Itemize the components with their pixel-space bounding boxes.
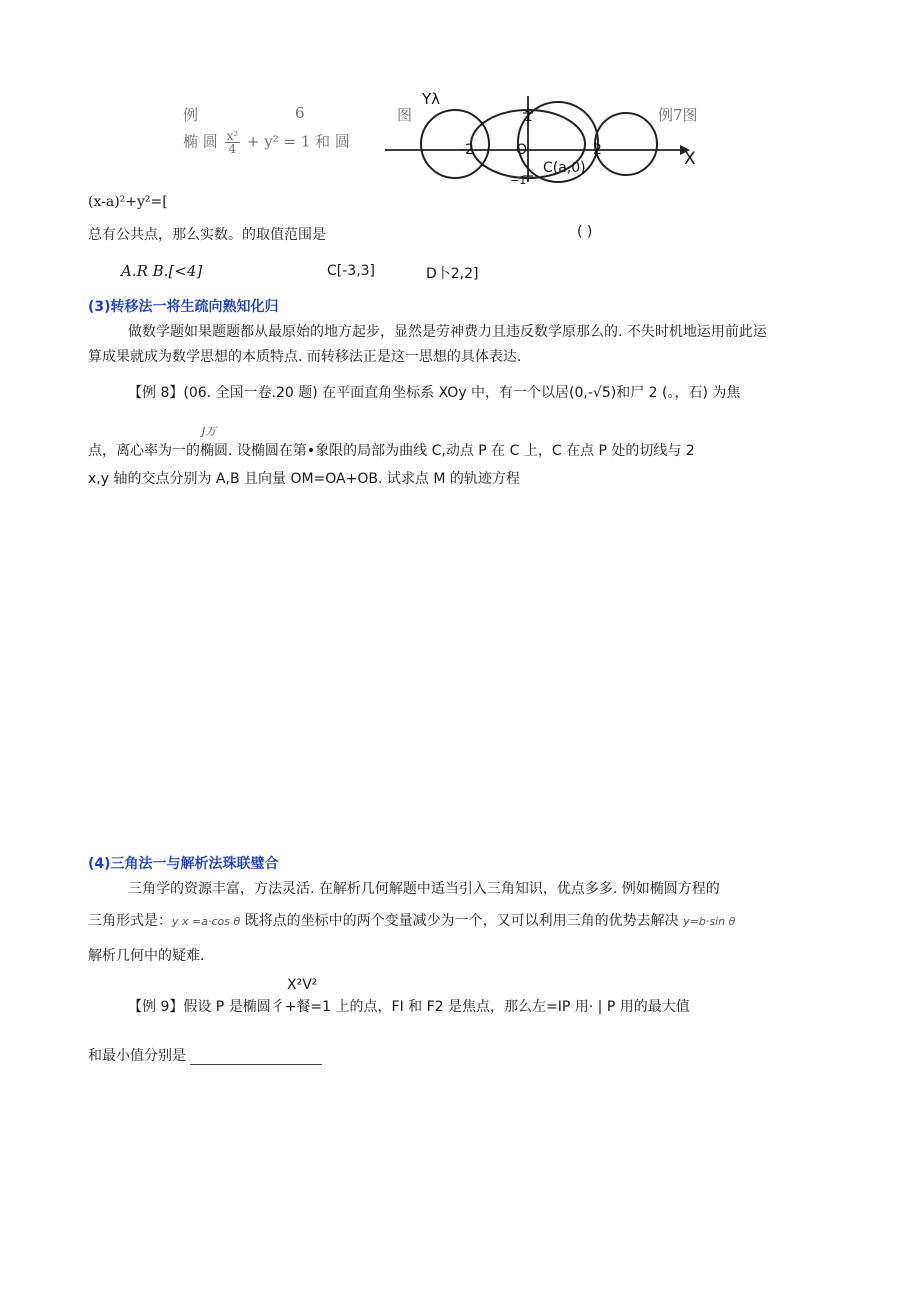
section3-heading: (3)转移法一将生疏向熟知化归 (88, 299, 279, 315)
section4-heading: (4)三角法一与解析法珠联璧合 (88, 856, 279, 872)
circle-equation: (x-a)²+y²=[ (88, 194, 168, 210)
section4-para-line2-prefix: 三角形式是： (88, 913, 172, 929)
section4-para-line1: 三角学的资源丰富，方法灵活. 在解析几何解题中适当引入三角知识，优点多多. 例如椭圆方程的 (128, 881, 720, 897)
ellipse-frac-den: 4 (228, 142, 237, 156)
section4-para-line2-middle: 既将点的坐标中的两个变量减少为一个，又可以利用三角的优势去解决 (244, 913, 679, 929)
left-circle (421, 110, 489, 178)
section3-para-line1: 做数学题如果题题都从最原始的地方起步，显然是劳神费力且违反数学原那么的. 不失时机地运用前此运 (128, 324, 767, 340)
q7-answer-paren: ( ) (577, 224, 593, 240)
q7-option-d: D卜2,2] (426, 266, 479, 282)
ellipse-caption (183, 130, 350, 155)
right-circle (595, 113, 657, 175)
ellipse-caption-prefix: 椭 圆 (183, 132, 218, 151)
q7-option-c: C[-3,3] (327, 263, 376, 279)
origin-label: O (516, 142, 528, 158)
answer-blank[interactable] (190, 1050, 322, 1065)
ellipse-frac-num: x² (226, 129, 239, 143)
fig-label-6: 6 (295, 104, 305, 122)
ellipse-circle-diagram (380, 84, 720, 184)
example8-line3: x,y 轴的交点分别为 A,B 且向量 OM=OA+OB. 试求点 M 的轨迹方程 (88, 471, 520, 487)
point-c-label: C(a,0) (543, 160, 586, 176)
trig-formula-x: y x =a·cos θ (172, 915, 241, 928)
example9-line2-text: 和最小值分别是 (88, 1048, 186, 1064)
example8-annotation: J万 (202, 425, 217, 438)
q7-option-ab: A.R B.[<4] (121, 262, 203, 280)
tick-top-label: 1 (524, 109, 533, 125)
example9-annotation: X²V² (287, 977, 318, 993)
example9-line2 (88, 1045, 322, 1065)
ellipse-caption-suffix: + y² = 1 和 圆 (246, 132, 350, 151)
section4-para-line2 (88, 910, 735, 930)
section3-para-line2: 算成果就成为数学思想的本质特点. 而转移法正是这一思想的具体表达. (88, 349, 522, 365)
tick-2-label: 2 (593, 142, 602, 158)
example8-line2: 点，离心率为一的椭圆. 设椭圆在第•象限的局部为曲线 C,动点 P 在 C 上，C 在点 P 处的切线与 2 (88, 443, 695, 459)
x-axis-label: X (684, 149, 696, 169)
tick-neg2-label: -2 (460, 142, 474, 158)
fig-label-tu: 图 (397, 106, 413, 124)
example9-line1: 【例 9】假设 P 是椭圆彳+餐=1 上的点，FI 和 F2 是焦点，那么左=IP 用· | P 用的最大值 (128, 999, 690, 1015)
example8-line1: 【例 8】(06. 全国一卷.20 题) 在平面直角坐标系 XOy 中，有一个以居(0,-√5)和尸 2 (。，石) 为焦 (128, 385, 741, 401)
tick-bottom-label: −1 (510, 174, 527, 184)
q7-question: 总有公共点，那么实数。的取值范围是 (88, 227, 326, 243)
trig-formula-y: y=b·sin θ (683, 915, 736, 928)
section4-para-line3: 解析几何中的疑难. (88, 948, 205, 964)
fig-label-example7: 例7图 (658, 106, 698, 124)
y-axis-label: Yλ (422, 90, 441, 108)
fig-label-li: 例 (183, 106, 199, 124)
ellipse-fraction (225, 130, 241, 155)
